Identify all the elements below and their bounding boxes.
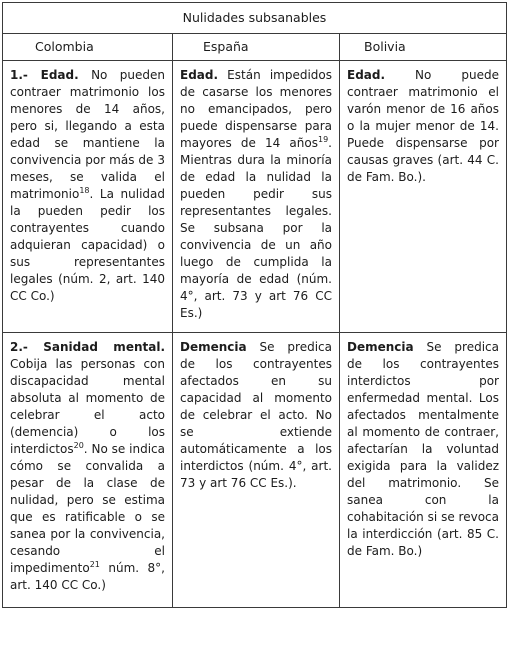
cell-bolivia-demencia xyxy=(340,333,507,608)
cell-lead: Demencia xyxy=(180,340,247,354)
cell-bolivia-edad xyxy=(340,61,507,333)
cell-lead: 1.- Edad. xyxy=(10,68,79,82)
column-header-bolivia: Bolivia xyxy=(340,34,507,61)
column-header-colombia: Colombia xyxy=(3,34,173,61)
header-row xyxy=(3,34,507,61)
title-row xyxy=(3,3,507,34)
table-row xyxy=(3,333,507,608)
table-title: Nulidades subsanables xyxy=(3,3,507,34)
cell-espana-edad xyxy=(173,61,340,333)
cell-espana-demencia xyxy=(173,333,340,608)
cell-text: No pueden contraer matrimonio los menores de 14 años, pero si, llegando a esta edad se mantiene la convivencia por más de 3 meses, se valida el matrimonio xyxy=(10,68,165,201)
table-row xyxy=(3,61,507,333)
footnote-ref: 19 xyxy=(317,135,329,144)
cell-colombia-sanidad xyxy=(3,333,173,608)
cell-lead: Edad. xyxy=(180,68,219,82)
cell-lead: Edad. xyxy=(347,68,386,82)
nulidades-table xyxy=(2,2,507,608)
cell-text: . Mientras dura la minoría de edad la nulidad la pueden pedir sus representantes legales. Se subsana por la convivencia de un año luego de cumplida la mayoría de edad (núm. 4°, art. 73 y art 76 CC Es.) xyxy=(180,136,332,320)
cell-text: Cobija las personas con discapacidad mental absoluta al momento de celebrar el acto (demencia) o los interdictos xyxy=(10,357,165,456)
cell-lead: 2.- Sanidad mental. xyxy=(10,340,165,354)
footnote-ref: 21 xyxy=(89,560,100,569)
cell-text: núm. 8°, art. 140 CC Co.) xyxy=(10,561,165,592)
cell-colombia-edad xyxy=(3,61,173,333)
footnote-ref: 20 xyxy=(73,441,84,450)
cell-text: Se predica de los contrayentes afectados en su capacidad al momento de celebrar el acto. No se extiende automáticamente a los interdictos (núm. 4°, art. 73 y art 76 CC Es.). xyxy=(180,340,332,490)
cell-lead: Demencia xyxy=(347,340,414,354)
cell-text: Se predica de los contrayentes interdictos por enfermedad mental. Los afectados mentalmente al momento de contraer, afectarían la voluntad exigida para la validez del matrimonio. Se sanea con la cohabitación si se revoca la interdicción (art. 85 C. de Fam. Bo.) xyxy=(347,340,499,558)
cell-text: . La nulidad la pueden pedir los contrayentes cuando adquieran capacidad) o sus representantes legales (núm. 2, art. 140 CC Co.) xyxy=(10,187,165,303)
cell-text: No puede contraer matrimonio el varón menor de 16 años o la mujer menor de 14. Puede dispensarse por causas graves (art. 44 C. de Fam. Bo.). xyxy=(347,68,499,184)
footnote-ref: 18 xyxy=(79,186,90,195)
cell-text: Están impedidos de casarse los menores no emancipados, pero puede dispensarse para mayores de 14 años xyxy=(180,68,332,150)
column-header-espana: España xyxy=(173,34,340,61)
cell-text: . No se indica cómo se convalida a pesar de la clase de nulidad, pero se estima que es ratificable o se sanea por la convivencia, cesando el impedimento xyxy=(10,442,165,575)
